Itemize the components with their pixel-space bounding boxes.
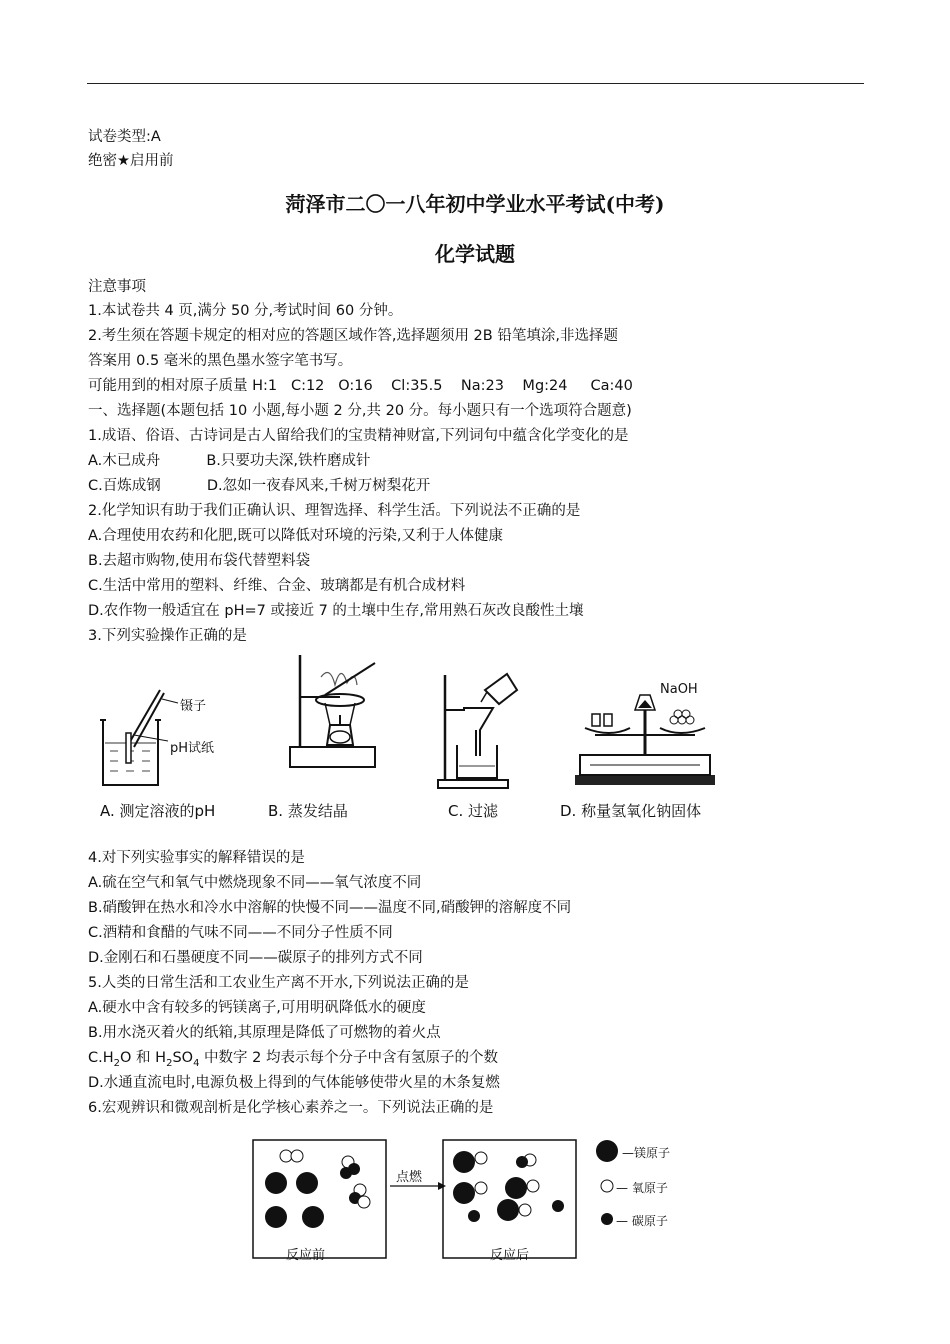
legend-mg-icon xyxy=(596,1140,618,1162)
q4-option-c: C.酒精和食醋的气味不同——不同分子性质不同 xyxy=(88,925,393,941)
notes-heading: 注意事项 xyxy=(88,279,146,295)
arrow-label: 点燃 xyxy=(396,1170,423,1185)
q2-option-b: B.去超市购物,使用布袋代替塑料袋 xyxy=(88,553,311,569)
before-label: 反应前 xyxy=(286,1248,326,1263)
label-tweezers: 镊子 xyxy=(180,699,207,714)
after-label: 反应后 xyxy=(490,1248,530,1263)
atomic-masses: 可能用到的相对原子质量 H:1 C:12 O:16 Cl:35.5 Na:23 Mg:24 Ca:40 xyxy=(88,378,633,394)
q2-stem: 2.化学知识有助于我们正确认识、理智选择、科学生活。下列说法不正确的是 xyxy=(88,503,581,519)
paper-type: 试卷类型:A xyxy=(88,129,161,145)
exam-title: 菏泽市二〇一八年初中学业水平考试(中考) xyxy=(285,192,665,216)
header-rule xyxy=(87,83,864,84)
q5-stem: 5.人类的日常生活和工农业生产离不开水,下列说法正确的是 xyxy=(88,975,469,991)
q4-option-d: D.金刚石和石墨硬度不同——碳原子的排列方式不同 xyxy=(88,950,423,966)
legend-c-icon xyxy=(601,1213,613,1225)
label-naoh: NaOH xyxy=(660,682,698,697)
legend-mg: —镁原子 xyxy=(622,1146,671,1160)
figure-filtration xyxy=(435,670,525,790)
q4-stem: 4.对下列实验事实的解释错误的是 xyxy=(88,850,305,866)
note-item: 2.考生须在答题卡规定的相对应的答题区域作答,选择题须用 2B 铅笔填涂,非选择题 xyxy=(88,328,618,344)
q5-option-b: B.用水浇灭着火的纸箱,其原理是降低了可燃物的着火点 xyxy=(88,1025,441,1041)
q1-stem: 1.成语、俗语、古诗词是古人留给我们的宝贵精神财富,下列词句中蕴含化学变化的是 xyxy=(88,428,629,444)
q5-option-c: $C.H_2O$ 和 $H_2SO_4$ 中数字 2 均表示每个分子中含有氢原子的个数 xyxy=(88,1050,498,1069)
q6-stem: 6.宏观辨识和微观剖析是化学核心素养之一。下列说法正确的是 xyxy=(88,1100,494,1116)
caption-b: B. 蒸发结晶 xyxy=(268,802,348,820)
legend-c: — 碳原子 xyxy=(616,1214,668,1228)
note-item: 答案用 0.5 毫米的黑色墨水签字笔书写。 xyxy=(88,353,353,369)
exam-subtitle: 化学试题 xyxy=(435,242,515,266)
label-ph-paper: pH试纸 xyxy=(170,741,215,756)
q2-option-c: C.生活中常用的塑料、纤维、合金、玻璃都是有机合成材料 xyxy=(88,578,466,594)
section-heading: 一、选择题(本题包括 10 小题,每小题 2 分,共 20 分。每小题只有一个选项符合题意) xyxy=(88,403,632,419)
q3-stem: 3.下列实验操作正确的是 xyxy=(88,628,247,644)
q2-option-d: D.农作物一般适宜在 pH=7 或接近 7 的土壤中生存,常用熟石灰改良酸性土壤 xyxy=(88,603,584,619)
note-item: 1.本试卷共 4 页,满分 50 分,考试时间 60 分钟。 xyxy=(88,303,403,319)
q2-option-a: A.合理使用农药和化肥,既可以降低对环境的污染,又利于人体健康 xyxy=(88,528,503,544)
q4-option-b: B.硝酸钾在热水和冷水中溶解的快慢不同——温度不同,硝酸钾的溶解度不同 xyxy=(88,900,572,916)
legend-o: — 氧原子 xyxy=(616,1181,668,1195)
caption-a: A. 测定溶液的pH xyxy=(100,802,216,820)
caption-c: C. 过滤 xyxy=(448,802,499,820)
figure-evaporation xyxy=(285,655,385,775)
q4-option-a: A.硫在空气和氧气中燃烧现象不同——氧气浓度不同 xyxy=(88,875,422,891)
q5-option-a: A.硬水中含有较多的钙镁离子,可用明矾降低水的硬度 xyxy=(88,1000,426,1016)
q1-options-cd: C.百炼成钢 D.忽如一夜春风来,千树万树梨花开 xyxy=(88,478,431,494)
q1-options-ab: A.木已成舟 B.只要功夫深,铁杵磨成针 xyxy=(88,453,371,469)
legend-o-icon xyxy=(601,1180,613,1192)
caption-d: D. 称量氢氧化钠固体 xyxy=(560,802,702,820)
secret-mark: 绝密★启用前 xyxy=(88,153,174,169)
q5-option-d: D.水通直流电时,电源负极上得到的气体能够使带火星的木条复燃 xyxy=(88,1075,500,1091)
